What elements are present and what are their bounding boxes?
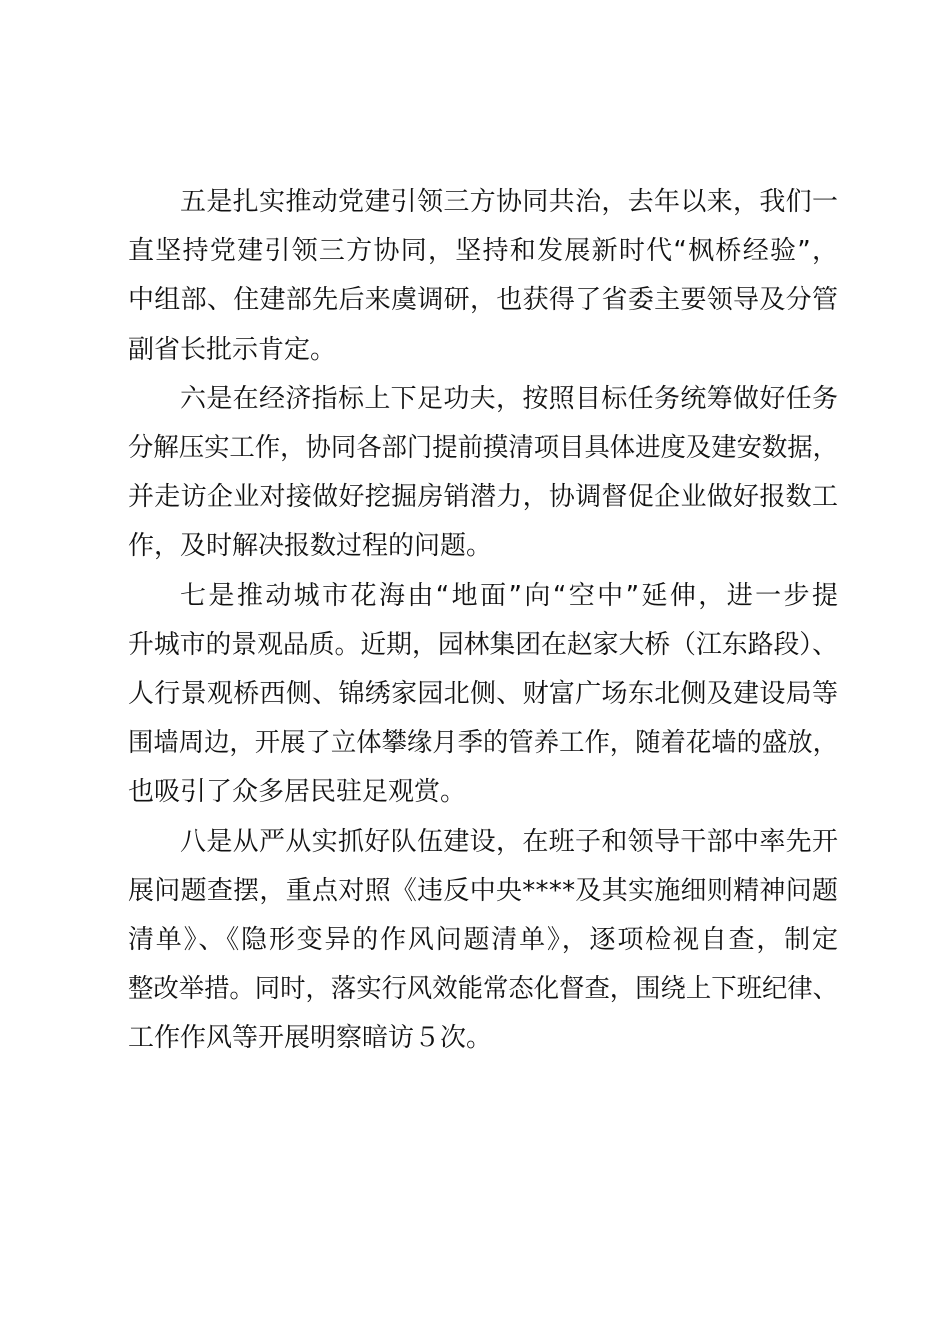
text-line: 中组部、住建部先后来虞调研，也获得了省委主要领导及分管 [128,285,839,316]
text-line: 并走访企业对接做好挖掘房销潜力，协调督促企业做好报数工 [128,482,839,513]
text-line: 八是从严从实抓好队伍建设，在班子和领导干部中率先开 [180,826,839,857]
paragraph-8-team-building [128,818,838,1064]
text-line: 也吸引了众多居民驻足观赏。 [128,777,467,808]
paragraph-7-city-flowers [128,572,841,818]
text-line: 展问题查摆，重点对照《违反中央****及其实施细则精神问题 [128,875,839,906]
text-line: 人行景观桥西侧、锦绣家园北侧、财富广场东北侧及建设局等 [128,679,839,710]
text-line: 直坚持党建引领三方协同，坚持和发展新时代“枫桥经验”， [128,236,840,267]
text-line: 清单》、《隐形变异的作风问题清单》，逐项检视自查，制定 [128,925,840,956]
text-line: 围墙周边，开展了立体攀缘月季的管养工作，随着花墙的盛放， [128,728,839,759]
text-line: 五是扎实推动党建引领三方协同共治，去年以来，我们一 [180,187,839,217]
document-body [128,178,841,1064]
text-line: 作，及时解决报数过程的问题。 [128,531,493,562]
text-line: 工作作风等开展明察暗访５次。 [128,1023,493,1054]
text-line: 升城市的景观品质。近期，园林集团在赵家大桥（江东路段）、 [128,629,839,660]
text-line: 整改举措。同时，落实行风效能常态化督查，围绕上下班纪律、 [128,974,839,1005]
text-line: 七是推动城市花海由“地面”向“空中”延伸，进一步提 [180,580,841,611]
text-line: 六是在经济指标上下足功夫，按照目标任务统筹做好任务 [180,383,839,414]
paragraph-5-party-building [128,178,838,375]
paragraph-6-economic-indicators [128,375,838,572]
text-line: 副省长批示肯定。 [128,334,337,365]
text-line: 分解压实工作，协同各部门提前摸清项目具体进度及建安数据， [128,433,839,464]
